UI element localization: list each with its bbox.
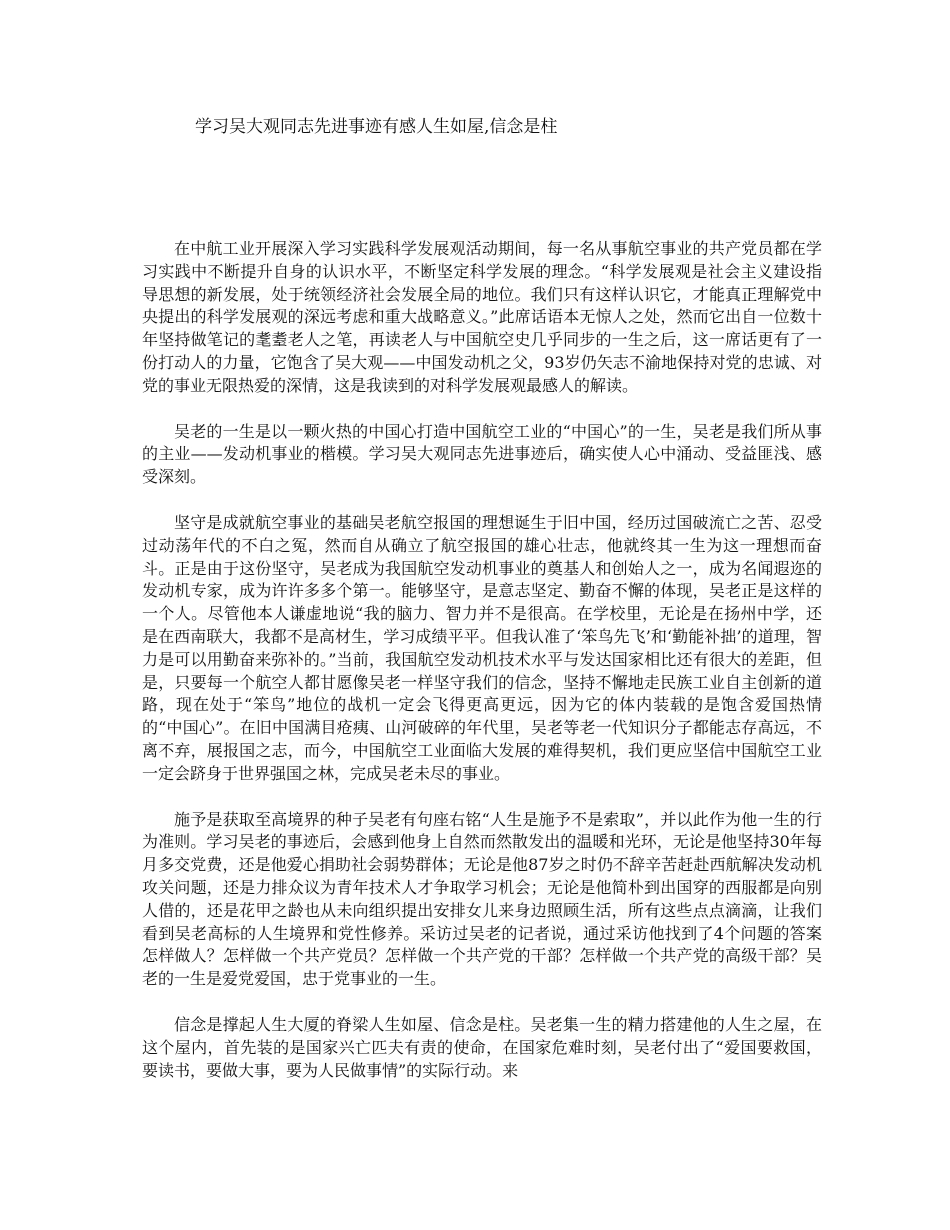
document-body <box>142 238 822 1105</box>
paragraph-3: 坚守是成就航空事业的基础吴老航空报国的理想诞生于旧中国，经历过国破流亡之苦、忍受过动荡年代的不白之冤，然而自从确立了航空报国的雄心壮志，他就终其一生为这一理想而奋斗。正是由于这份坚守，吴老成为我国航空发动机事业的奠基人和创始人之一，成为名闻遐迩的发动机专家，成为许许多多个第一。能够坚守，是意志坚定、勤奋不懈的体现，吴老正是这样的一个人。尽管他本人谦虚地说“我的脑力、智力并不是很高。在学校里，无论是在扬州中学，还是在西南联大，我都不是高材生，学习成绩平平。但我认准了‘笨鸟先飞’和‘勤能补拙’的道理，智力是可以用勤奋来弥补的。”当前，我国航空发动机技术水平与发达国家相比还有很大的差距，但是，只要每一个航空人都甘愿像吴老一样坚守我们的信念，坚持不懈地走民族工业自主创新的道路，现在处于“笨鸟”地位的战机一定会飞得更高更远，因为它的体内装载的是饱含爱国热情的“中国心”。在旧中国满目疮痍、山河破碎的年代里，吴老等老一代知识分子都能志存高远，不离不弃，展报国之志，而今，中国航空工业面临大发展的难得契机，我们更应坚信中国航空工业一定会跻身于世界强国之林，完成吴老未尽的事业。 <box>142 512 822 783</box>
paragraph-4: 施予是获取至高境界的种子吴老有句座右铭“人生是施予不是索取”，并以此作为他一生的行为准则。学习吴老的事迹后，会感到他身上自然而然散发出的温暖和光环，无论是他坚持30年每月多交党费，还是他爱心捐助社会弱势群体；无论是他87岁之时仍不辞辛苦赶赴西航解决发动机攻关问题，还是力排众议为青年技术人才争取学习机会；无论是他简朴到出国穿的西服都是向别人借的，还是花甲之龄也从未向组织提出安排女儿来身边照顾生活，所有这些点点滴滴，让我们看到吴老高标的人生境界和党性修养。采访过吴老的记者说，通过采访他找到了4个问题的答案怎样做人？怎样做一个共产党员？怎样做一个共产党的干部？怎样做一个共产党的高级干部？吴老的一生是爱党爱国，忠于党事业的一生。 <box>142 809 822 989</box>
paragraph-1: 在中航工业开展深入学习实践科学发展观活动期间，每一名从事航空事业的共产党员都在学习实践中不断提升自身的认识水平，不断坚定科学发展的理念。“科学发展观是社会主义建设指导思想的新发展，处于统领经济社会发展全局的地位。我们只有这样认识它，才能真正理解党中央提出的科学发展观的深远考虑和重大战略意义。”此席话语本无惊人之处，然而它出自一位数十年坚持做笔记的耄耋老人之笔，再读老人与中国航空史几乎同步的一生之后，这一席话更有了一份打动人的力量，它饱含了吴大观——中国发动机之父，93岁仍矢志不渝地保持对党的忠诚、对党的事业无限热爱的深情，这是我读到的对科学发展观最感人的解读。 <box>142 239 822 395</box>
paragraph-5: 信念是撑起人生大厦的脊梁人生如屋、信念是柱。吴老集一生的精力搭建他的人生之屋，在这个屋内，首先装的是国家兴亡匹夫有责的使命，在国家危难时刻，吴老付出了“爱国要救国，要读书，要做大事，要为人民做事情”的实际行动。来 <box>142 1014 822 1080</box>
paragraph-2: 吴老的一生是以一颗火热的中国心打造中国航空工业的“中国心”的一生，吴老是我们所从事的主业——发动机事业的楷模。学习吴大观同志先进事迹后，确实使人心中涌动、受益匪浅、感受深刻。 <box>142 421 822 487</box>
document-title: 学习吴大观同志先进事迹有感人生如屋,信念是柱 <box>195 117 558 137</box>
